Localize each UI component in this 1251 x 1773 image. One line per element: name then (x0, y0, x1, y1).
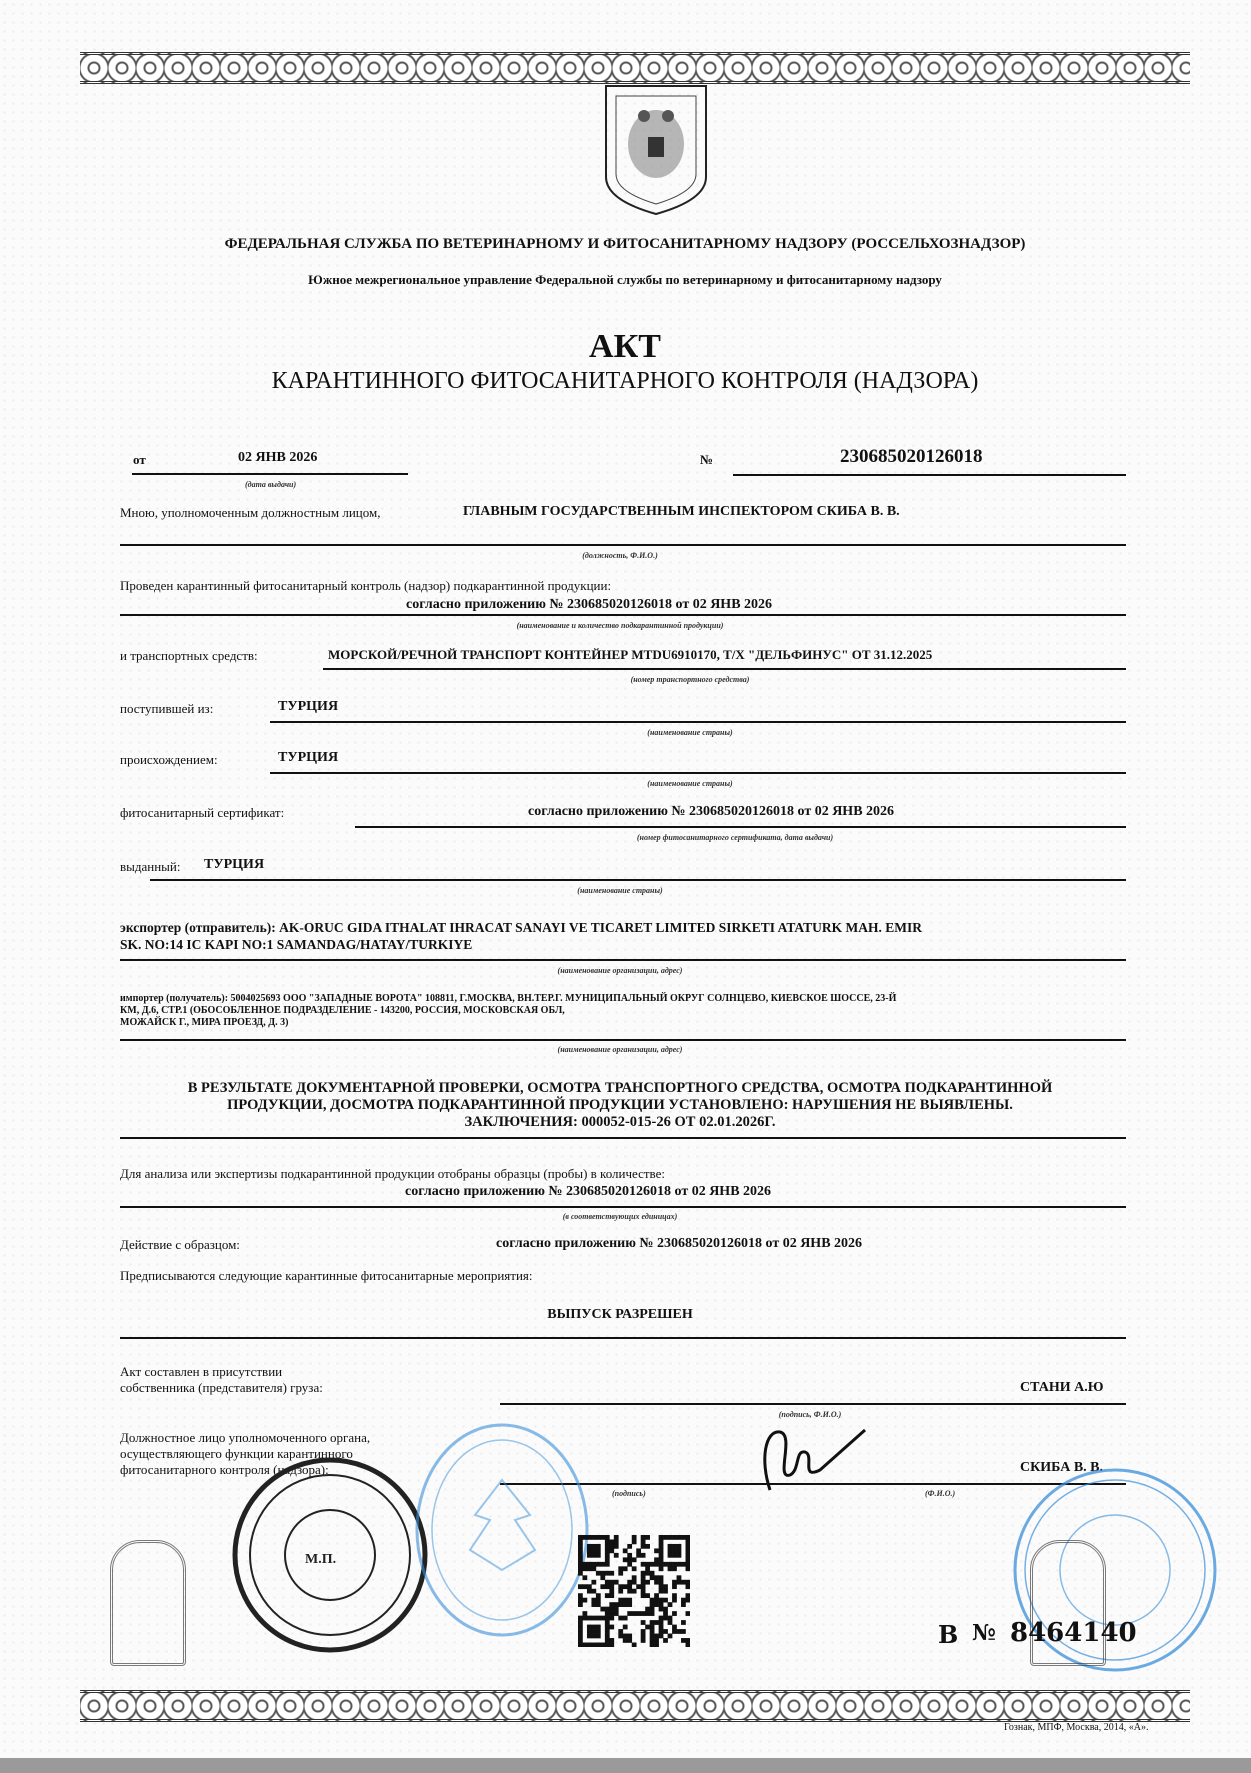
divider (120, 1137, 1126, 1139)
stamp-mp: М.П. (305, 1552, 337, 1567)
caption: (номер фитосанитарного сертификата, дата выдачи) (636, 833, 834, 842)
owner-label-2: собственника (представителя) груза: (120, 1380, 323, 1395)
handwritten-signature (740, 1420, 870, 1495)
issued-value: ТУРЦИЯ (204, 857, 265, 872)
samples-label: Для анализа или экспертизы подкарантинной продукции отобраны образцы (пробы) в количестве: (120, 1166, 665, 1181)
form-number-label: № (972, 1620, 996, 1646)
certificate-label: фитосанитарный сертификат: (120, 805, 285, 820)
act-number: 230685020126018 (840, 446, 983, 467)
agency-name: ФЕДЕРАЛЬНАЯ СЛУЖБА ПО ВЕТЕРИНАРНОМУ И ФИТОСАНИТАРНОМУ НАДЗОРУ (РОССЕЛЬХОЗНАДЗОР) (224, 236, 1026, 252)
caption: (в соответствующих единицах) (562, 1212, 678, 1221)
importer-line-2: КМ, Д.6, СТР.1 (ОБОСОБЛЕННОЕ ПОДРАЗДЕЛЕНИЕ - 143200, РОССИЯ, МОСКОВСКАЯ ОБЛ, (120, 1005, 565, 1016)
official-label-3: фитосанитарного контроля (надзора): (120, 1462, 329, 1477)
owner-label-1: Акт составлен в присутствии (120, 1364, 283, 1379)
divider (270, 721, 1126, 723)
number-label: № (700, 452, 714, 467)
department-name: Южное межрегиональное управление Федеральной службы по ветеринарному и фитосанитарному надзору (308, 272, 942, 287)
exporter-line-1: экспортер (отправитель): AK-ORUC GIDA ITHALAT IHRACAT SANAYI VE TICARET LIMITED SIRKETI ATATURK MAH. EMIR (120, 920, 923, 935)
eco-standard-stamp (410, 1420, 595, 1640)
date-caption: (дата выдачи) (245, 480, 297, 489)
from-country-value: ТУРЦИЯ (278, 699, 339, 714)
official-label-2: осуществляющего функции карантинного (120, 1446, 353, 1461)
certificate-value: согласно приложению № 230685020126018 от 02 ЯНВ 2026 (528, 804, 895, 819)
divider (132, 473, 408, 475)
caption: (наименование страны) (647, 728, 733, 737)
divider (120, 1039, 1126, 1041)
divider (120, 1337, 1126, 1339)
inspector-value: ГЛАВНЫМ ГОСУДАРСТВЕННЫМ ИНСПЕКТОРОМ СКИБА В. В. (463, 504, 900, 519)
transport-label: и транспортных средств: (120, 648, 258, 663)
measures-value: ВЫПУСК РАЗРЕШЕН (547, 1307, 693, 1322)
form-number: 8464140 (1010, 1618, 1137, 1648)
inspector-label: Мною, уполномоченным должностным лицом, (120, 505, 381, 520)
issued-label: выданный: (120, 859, 181, 874)
date-from-label: от (133, 452, 146, 467)
divider (120, 544, 1126, 546)
divider (120, 1206, 1126, 1208)
divider (270, 772, 1126, 774)
corner-ornament (110, 1540, 186, 1666)
exporter-line-2: SK. NO:14 IC KAPI NO:1 SAMANDAG/HATAY/TURKIYE (120, 937, 473, 952)
caption: (наименование и количество подкарантинной продукции) (516, 621, 724, 630)
origin-label: происхождением: (120, 752, 218, 767)
importer-line-3: МОЖАЙСК Г., МИРА ПРОЕЗД, Д. 3) (120, 1017, 289, 1028)
caption: (подпись) (612, 1489, 646, 1498)
bottom-ornament-border (80, 1690, 1190, 1722)
control-label: Проведен карантинный фитосанитарный контроль (надзор) подкарантинной продукции: (120, 578, 612, 593)
top-ornament-border (80, 52, 1190, 84)
owner-name: СТАНИ А.Ю (1020, 1380, 1104, 1395)
divider (150, 879, 1126, 881)
sample-action-value: согласно приложению № 230685020126018 от 02 ЯНВ 2026 (496, 1236, 863, 1251)
result-line-1: В РЕЗУЛЬТАТЕ ДОКУМЕНТАРНОЙ ПРОВЕРКИ, ОСМОТРА ТРАНСПОРТНОГО СРЕДСТВА, ОСМОТРА ПОДКАРАНТИННОЙ (187, 1080, 1053, 1096)
caption: (наименование организации, адрес) (557, 966, 683, 975)
document-subtitle: КАРАНТИННОГО ФИТОСАНИТАРНОГО КОНТРОЛЯ (НАДЗОРА) (271, 368, 979, 394)
from-country-label: поступившей из: (120, 701, 214, 716)
caption: (наименование страны) (647, 779, 733, 788)
divider (323, 668, 1126, 670)
sample-action-label: Действие с образцом: (120, 1237, 240, 1252)
caption: (наименование страны) (577, 886, 663, 895)
samples-value: согласно приложению № 230685020126018 от 02 ЯНВ 2026 (405, 1184, 772, 1199)
measures-label: Предписываются следующие карантинные фитосанитарные мероприятия: (120, 1268, 533, 1283)
official-round-stamp (230, 1455, 430, 1655)
divider (120, 614, 1126, 616)
transport-value: МОРСКОЙ/РЕЧНОЙ ТРАНСПОРТ КОНТЕЙНЕР MTDU6910170, Т/Х "ДЕЛЬФИНУС" ОТ 31.12.2025 (328, 647, 933, 662)
caption: (наименование организации, адрес) (557, 1045, 683, 1054)
printer-imprint: Гознак, МПФ, Москва, 2014, «А». (1004, 1722, 1149, 1733)
form-series: В (938, 1620, 959, 1649)
divider (733, 474, 1126, 476)
divider (500, 1403, 1126, 1405)
control-value: согласно приложению № 230685020126018 от 02 ЯНВ 2026 (406, 597, 773, 612)
caption: (подпись, Ф.И.О.) (778, 1410, 842, 1419)
scan-edge (0, 1758, 1251, 1773)
origin-value: ТУРЦИЯ (278, 750, 339, 765)
divider (120, 959, 1126, 961)
caption: (Ф.И.О.) (925, 1489, 956, 1498)
official-label-1: Должностное лицо уполномоченного органа, (120, 1430, 371, 1445)
caption: (номер транспортного средства) (630, 675, 750, 684)
coat-of-arms-emblem (600, 82, 712, 217)
caption: (должность, Ф.И.О.) (582, 551, 658, 560)
qr-code (578, 1535, 690, 1647)
result-line-3: ЗАКЛЮЧЕНИЯ: 000052-015-26 ОТ 02.01.2026Г. (464, 1114, 776, 1130)
importer-line-1: импортер (получатель): 5004025693 ООО "ЗАПАДНЫЕ ВОРОТА" 108811, Г.МОСКВА, ВН.ТЕР.Г. МУНИЦИПАЛЬНЫЙ ОКРУГ СОЛНЦЕВО, КИЕВСКОЕ ШОССЕ, 23-Й (120, 993, 897, 1004)
result-line-2: ПРОДУКЦИИ, ДОСМОТРА ПОДКАРАНТИННОЙ ПРОДУКЦИИ УСТАНОВЛЕНО: НАРУШЕНИЯ НЕ ВЫЯВЛЕНЫ. (227, 1097, 1013, 1113)
official-name: СКИБА В. В. (1020, 1460, 1104, 1475)
issue-date: 02 ЯНВ 2026 (238, 450, 318, 465)
document-title: АКТ (589, 328, 661, 365)
divider (355, 826, 1126, 828)
